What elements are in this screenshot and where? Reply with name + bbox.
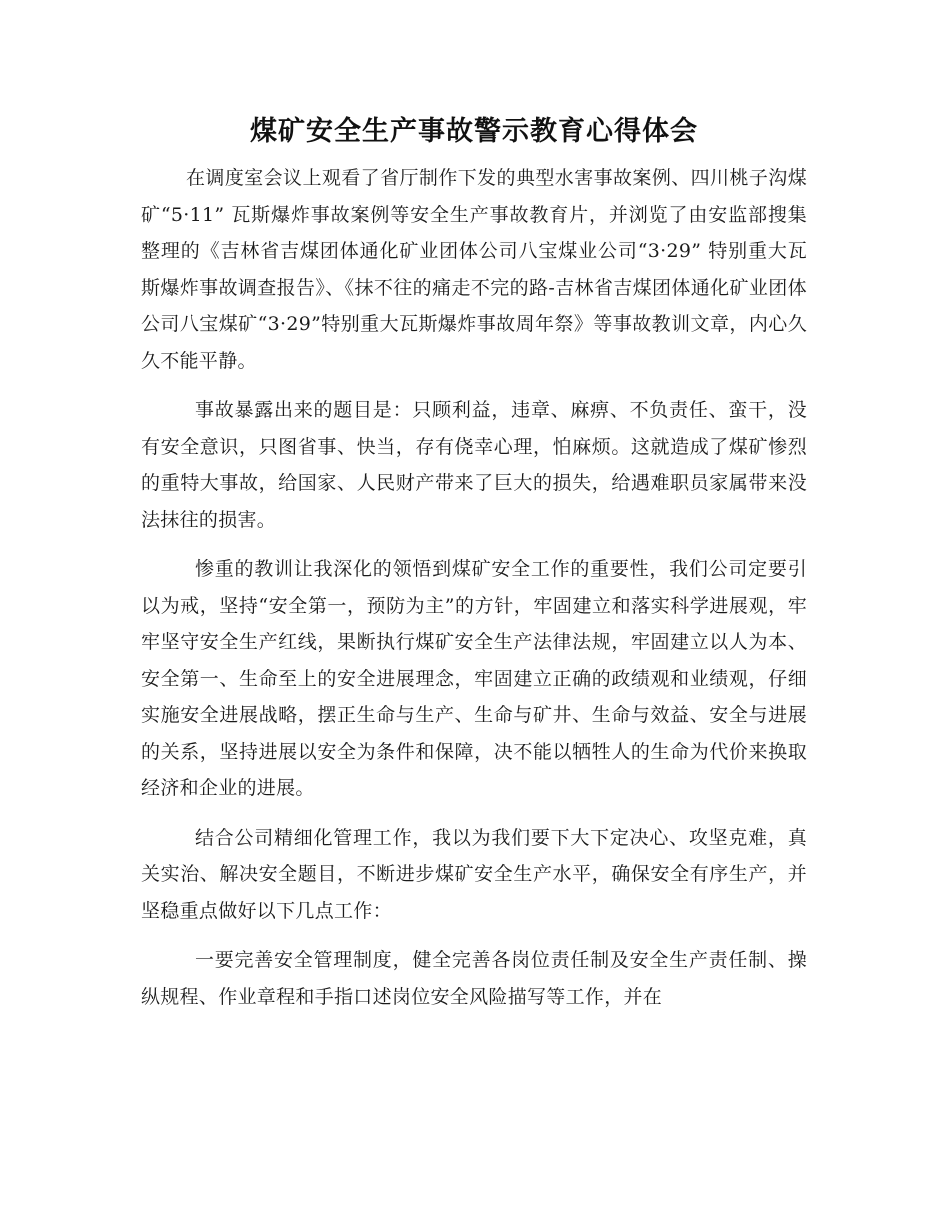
document-page <box>141 108 807 1015</box>
paragraph-intro: 在调度室会议上观看了省厅制作下发的典型水害事故案例、四川桃子沟煤矿“5·11” 瓦斯爆炸事故案例等安全生产事故教育片，并浏览了由安监部搜集整理的《吉林省吉煤团体通化矿业团体公司八宝煤业公司“3·29” 特别重大瓦斯爆炸事故调查报告》、《抹不往的痛走不完的路-吉林省吉煤团体通化矿业团体公司八宝煤矿“3·29”特别重大瓦斯爆炸事故周年祭》等事故教训文章，内心久久不能平静。 <box>141 167 807 372</box>
document-title: 煤矿安全生产事故警示教育心得体会 <box>250 116 698 147</box>
paragraph-lessons: 惨重的教训让我深化的领悟到煤矿安全工作的重要性，我们公司定要引以为戒，坚持“安全第一，预防为主”的方针，牢固建立和落实科学进展观，牢牢坚守安全生产红线，果断执行煤矿安全生产法律法规，牢固建立以人为本、安全第一、生命至上的安全进展理念，牢固建立正确的政绩观和业绩观，仔细实施安全进展战略，摆正生命与生产、生命与矿井、生命与效益、安全与进展的关系，坚持进展以安全为条件和保障，决不能以牺牲人的生命为代价来换取经济和企业的进展。 <box>141 558 807 799</box>
paragraph-problems: 事故暴露出来的题目是：只顾利益，违章、麻痹、不负责任、蛮干，没有安全意识，只图省事、快当，存有侥幸心理，怕麻烦。这就造成了煤矿惨烈的重特大事故，给国家、人民财产带来了巨大的损失，给遇难职员家属带来没法抹往的损害。 <box>141 399 807 531</box>
paragraph-measures: 结合公司精细化管理工作，我以为我们要下大下定决心、攻坚克难，真关实治、解决安全题目，不断进步煤矿安全生产水平，确保安全有序生产，并坚稳重点做好以下几点工作： <box>141 826 807 922</box>
paragraph-first-point: 一要完善安全管理制度，健全完善各岗位责任制及安全生产责任制、操纵规程、作业章程和手指口述岗位安全风险描写等工作，并在 <box>141 949 807 1008</box>
